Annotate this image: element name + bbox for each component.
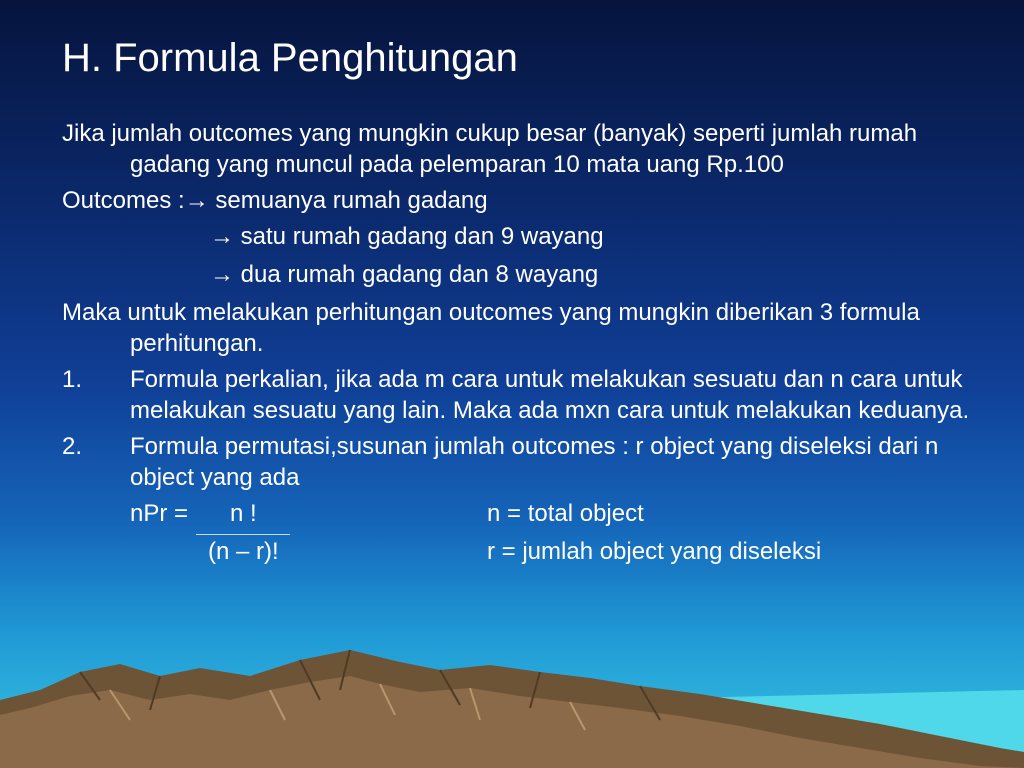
outcome-line-3: → dua rumah gadang dan 8 wayang	[210, 261, 599, 288]
lead-paragraph: Maka untuk melakukan perhitungan outcomes yang mungkin diberikan 3 formula perhitungan.	[62, 299, 920, 357]
list-item-text: Formula permutasi,susunan jumlah outcomes : r object yang diseleksi dari n object yang ada	[130, 433, 939, 491]
formula-lhs: nPr =	[130, 500, 189, 527]
definition-r: r = jumlah object yang diseleksi	[487, 538, 822, 565]
definition-n: n = total object	[487, 500, 644, 527]
formula-numerator: n !	[230, 500, 257, 527]
list-item-number: 1.	[62, 366, 83, 393]
slide-body	[62, 118, 972, 574]
slide-title: H. Formula Penghitungan	[62, 36, 518, 80]
list-item-number: 2.	[62, 433, 83, 460]
intro-paragraph: Jika jumlah outcomes yang mungkin cukup besar (banyak) seperti jumlah rumah gadang yang muncul pada pelemparan 10 mata uang Rp.100	[62, 120, 918, 178]
fraction-bar	[196, 534, 290, 535]
formula-denominator: (n – r)!	[208, 538, 279, 565]
permutation-formula	[62, 498, 972, 574]
outcome-line-1: Outcomes :→ semuanya rumah gadang	[62, 187, 488, 214]
list-item-text: Formula perkalian, jika ada m cara untuk melakukan sesuatu dan n cara untuk melakukan sesuatu yang lain. Maka ada mxn cara untuk melakukan keduanya.	[130, 366, 970, 424]
list-item	[62, 364, 972, 426]
list-item	[62, 431, 972, 493]
outcome-line-2: → satu rumah gadang dan 9 wayang	[210, 223, 604, 250]
